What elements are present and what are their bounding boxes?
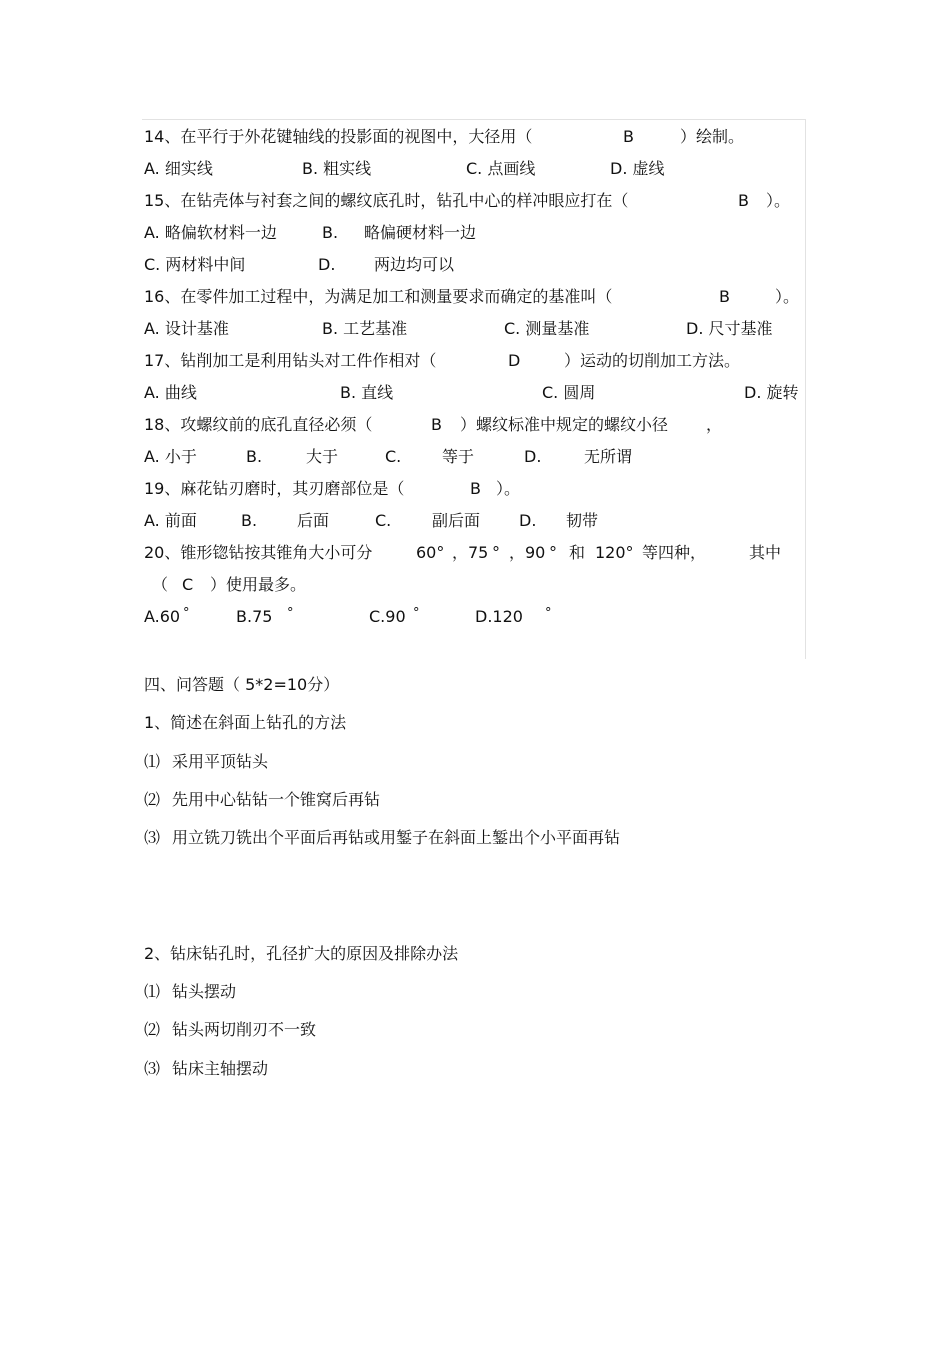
q20-option-a: A.60 [144, 607, 181, 626]
q18-stem: 18、攻螺纹前的底孔直径必须（ [144, 415, 373, 434]
q20-option-c: C.90 [369, 607, 406, 626]
q14-option-a: A. 细实线 [144, 159, 213, 178]
q18-option-d-letter: D. [524, 447, 542, 466]
q16-stem-end: ）。 [775, 287, 800, 306]
q19-option-c-letter: C. [375, 511, 392, 530]
q14-stem: 14、在平行于外花键轴线的投影面的视图中，大径用（ [144, 127, 533, 146]
q20-option-d-degree: ° [545, 606, 552, 621]
s4-q2-item1-text: 钻头摆动 [172, 982, 237, 1001]
q16-answer: B [719, 287, 730, 306]
q19-option-b: 后面 [297, 511, 330, 530]
s4-q2-item2-text: 钻头两切削刃不一致 [172, 1020, 317, 1039]
s4-q1-item3-num: ⑶ [144, 828, 161, 847]
q15-option-c: C. 两材料中间 [144, 255, 246, 274]
s4-q1-item2-text: 先用中心钻钻一个锥窝后再钻 [172, 790, 381, 809]
q19-stem-end: ）。 [496, 479, 521, 498]
q19-answer: B [470, 479, 481, 498]
q18-option-c: 等于 [442, 447, 475, 466]
q17-option-c: C. 圆周 [542, 383, 596, 402]
q20-option-b: B.75 [236, 607, 273, 626]
s4-q2-item3-num: ⑶ [144, 1059, 161, 1078]
q17-option-a: A. 曲线 [144, 383, 197, 402]
q15-answer: B [738, 191, 749, 210]
q17-option-b: B. 直线 [340, 383, 394, 402]
q14-answer: B [623, 127, 634, 146]
q14-option-b: B. 粗实线 [302, 159, 372, 178]
q20-stem-end: ）使用最多。 [210, 575, 307, 594]
q16-stem: 16、在零件加工过程中，为满足加工和测量要求而确定的基准叫（ [144, 287, 613, 306]
q19-option-d-letter: D. [519, 511, 537, 530]
s4-q1-item2-num: ⑵ [144, 790, 161, 809]
q20-option-a-degree: ° [183, 606, 190, 621]
q18-stem-mid: ）螺纹标准中规定的螺纹小径 [460, 415, 669, 434]
s4-q1-item1-num: ⑴ [144, 752, 161, 771]
q20-angle-75: ，75 [452, 543, 489, 562]
q14-stem-end: ）绘制。 [680, 127, 745, 146]
s4-q1-title: 1、简述在斜面上钻孔的方法 [144, 713, 347, 732]
s4-q1-item3-text: 用立铣刀铣出个平面后再钻或用錾子在斜面上錾出个小平面再钻 [172, 828, 621, 847]
q15-stem-end: ）。 [766, 191, 791, 210]
s4-q2-item3-text: 钻床主轴摆动 [172, 1059, 269, 1078]
q20-angle-120: 120° [595, 543, 634, 562]
q18-option-b-letter: B. [246, 447, 263, 466]
q17-option-d: D. 旋转 [744, 383, 799, 402]
q19-stem: 19、麻花钻刃磨时，其刃磨部位是（ [144, 479, 405, 498]
q15-stem: 15、在钻壳体与衬套之间的螺纹底孔时，钻孔中心的样冲眼应打在（ [144, 191, 629, 210]
q17-stem: 17、钻削加工是利用钻头对工件作相对（ [144, 351, 437, 370]
q19-option-b-letter: B. [241, 511, 258, 530]
q17-answer: D [508, 351, 521, 370]
q15-option-d-letter: D. [318, 255, 336, 274]
q15-option-a: A. 略偏软材料一边 [144, 223, 277, 242]
q20-answer: C [182, 575, 194, 594]
s4-q2-title: 2、钻床钻孔时，孔径扩大的原因及排除办法 [144, 944, 459, 963]
s4-q2-item2-num: ⑵ [144, 1020, 161, 1039]
q15-option-b-letter: B. [322, 223, 339, 242]
q20-stem: 20、锥形锪钻按其锥角大小可分 [144, 543, 373, 562]
q20-option-b-degree: ° [287, 606, 294, 621]
q14-option-d: D. 虚线 [610, 159, 665, 178]
section4-title: 四、问答题（ 5*2=10分） [144, 675, 340, 694]
q15-option-d: 两边均可以 [374, 255, 455, 274]
s4-q1-item1-text: 采用平顶钻头 [172, 752, 269, 771]
q17-stem-end: ）运动的切削加工方法。 [564, 351, 741, 370]
q19-option-d: 韧带 [566, 511, 599, 530]
q16-option-b: B. 工艺基准 [322, 319, 408, 338]
q15-option-b: 略偏硬材料一边 [364, 223, 477, 242]
q20-among: 其中 [749, 543, 782, 562]
q20-paren-open: （ [152, 575, 169, 594]
q20-degree-90: ° [549, 543, 557, 562]
q20-angle-90: ，90 [509, 543, 546, 562]
q18-option-d: 无所谓 [584, 447, 633, 466]
q19-option-a: A. 前面 [144, 511, 197, 530]
q18-option-a: A. 小于 [144, 447, 197, 466]
q20-angle-60: 60° [416, 543, 445, 562]
q20-four-kinds: 等四种， [642, 543, 707, 562]
s4-q2-item1-num: ⑴ [144, 982, 161, 1001]
q20-option-c-degree: ° [413, 606, 420, 621]
q18-option-c-letter: C. [385, 447, 402, 466]
q16-option-d: D. 尺寸基准 [686, 319, 773, 338]
q18-answer: B [431, 415, 442, 434]
q20-degree-75: ° [492, 543, 500, 562]
q20-option-d: D.120 [475, 607, 523, 626]
q19-option-c: 副后面 [432, 511, 481, 530]
q14-option-c: C. 点画线 [466, 159, 536, 178]
q18-option-b: 大于 [306, 447, 339, 466]
q20-and: 和 [569, 543, 586, 562]
q16-option-a: A. 设计基准 [144, 319, 229, 338]
q16-option-c: C. 测量基准 [504, 319, 590, 338]
q18-stem-end: ， [706, 415, 723, 434]
